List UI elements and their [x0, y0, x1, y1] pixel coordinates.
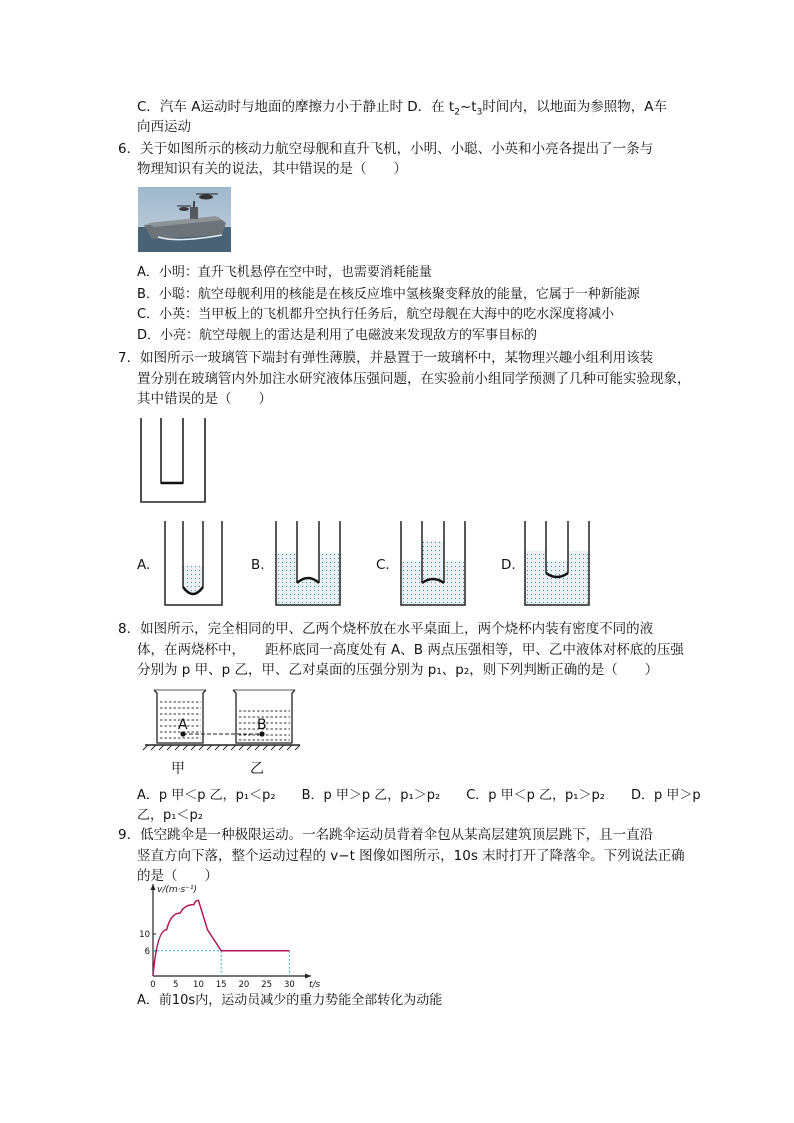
q9-option-a: A．前10s内，运动员减少的重力势能全部转化为动能: [137, 993, 443, 1008]
q7-label-d: D.: [501, 557, 516, 573]
x-tick-label-10: 10: [193, 980, 204, 990]
q7-stem-line1: 7．如图所示一玻璃管下端封有弹性薄膜，并悬置于一玻璃杯中，某物理兴趣小组利用该装: [118, 350, 654, 366]
x-axis-arrow: [305, 974, 311, 979]
x-tick-label-20: 20: [238, 980, 250, 990]
x-tick-label-15: 15: [215, 980, 227, 990]
point-b-label: B: [257, 717, 267, 733]
q7-option-b-figure: [273, 521, 343, 607]
q8-stem-line3: 分别为 p 甲、p 乙，甲、乙对桌面的压强分别为 p₁、p₂，则下列判断正确的是（ ）: [137, 662, 659, 678]
q6-option-c: C．小英：当甲板上的飞机都升空执行任务后，航空母舰在大海中的吃水深度将减小: [137, 307, 615, 322]
beaker-jia-label: 甲: [171, 761, 185, 777]
q6-option-b: B．小聪：航空母舰利用的核能是在核反应堆中氢核聚变释放的能量，它属于一种新能源: [137, 287, 640, 302]
q7-stem-line2: 置分别在玻璃管内外加注水研究液体压强问题，在实验前小组同学预测了几种可能实验现象，: [137, 371, 691, 387]
q6-option-a: A．小明：直升飞机悬停在空中时，也需要消耗能量: [137, 265, 432, 280]
glass-tube-in-cup-figure: [138, 418, 208, 504]
x-tick-label-0: 0: [150, 980, 156, 990]
y-axis-label: v/(m·s⁻¹): [157, 885, 198, 895]
q5-option-d-line2: 向西运动: [137, 119, 191, 135]
q7-option-a-figure: [162, 521, 225, 607]
q7-label-c: C.: [376, 557, 390, 573]
q8-stem-line2: 体，在两烧杯中， 距杯底同一高度处有 A、B 两点压强相等，甲、乙中液体对杯底的压强: [137, 642, 684, 658]
y-axis-arrow: [151, 884, 156, 890]
q7-label-a: A.: [137, 557, 151, 573]
q9-stem-line2: 竖直方向下落，整个运动过程的 v−t 图像如图所示，10s 末时打开了降落伞。下列说法正确: [137, 848, 685, 864]
x-tick-label-5: 5: [173, 980, 179, 990]
aircraft-carrier-photo: [138, 187, 231, 252]
point-a-label: A: [178, 717, 188, 733]
q9-stem-line3: 的是（ ）: [137, 868, 218, 884]
x-tick-label-30: 30: [283, 980, 295, 990]
q6-stem-line1: 6．关于如图所示的核动力航空母舰和直升飞机，小明、小聪、小英和小亮各提出了一条与: [118, 141, 654, 157]
q7-label-b: B.: [251, 557, 265, 573]
q6-stem-line2: 物理知识有关的说法，其中错误的是（ ）: [137, 161, 407, 177]
x-tick-label-25: 25: [261, 980, 273, 990]
two-beakers-figure: [140, 684, 305, 779]
q7-option-c-figure: [398, 521, 468, 607]
q6-option-d: D．小亮：航空母舰上的雷达是利用了电磁波来发现敌方的军事目标的: [137, 328, 538, 343]
q8-options-line1: A．p 甲＜p 乙，p₁＜p₂ B．p 甲＞p 乙，p₁＞p₂ C．p 甲＜p 乙，p₁＞p₂ D．p 甲＞p: [137, 788, 701, 803]
q7-option-d-figure: [522, 521, 592, 607]
q5-option-c-d: C．汽车 A运动时与地面的摩擦力小于静止时 D．在 $t_2\sim t_3$时间内，以地面为参照物，A车: [137, 99, 668, 118]
y-tick-label-10: 10: [139, 930, 150, 940]
beaker-yi-label: 乙: [250, 761, 264, 777]
y-tick-label-6: 6: [144, 946, 150, 957]
v-t-graph: [133, 880, 321, 990]
q8-stem-line1: 8．如图所示，完全相同的甲、乙两个烧杯放在水平桌面上，两个烧杯内装有密度不同的液: [118, 621, 654, 637]
q9-stem-line1: 9．低空跳伞是一种极限运动。一名跳伞运动员背着伞包从某高层建筑顶层跳下，且一直沿: [118, 827, 654, 843]
q8-options-line2: 乙，p₁＜p₂: [137, 808, 203, 823]
q7-stem-line3: 其中错误的是（ ）: [137, 391, 272, 407]
x-axis-label: t/s: [309, 980, 321, 990]
